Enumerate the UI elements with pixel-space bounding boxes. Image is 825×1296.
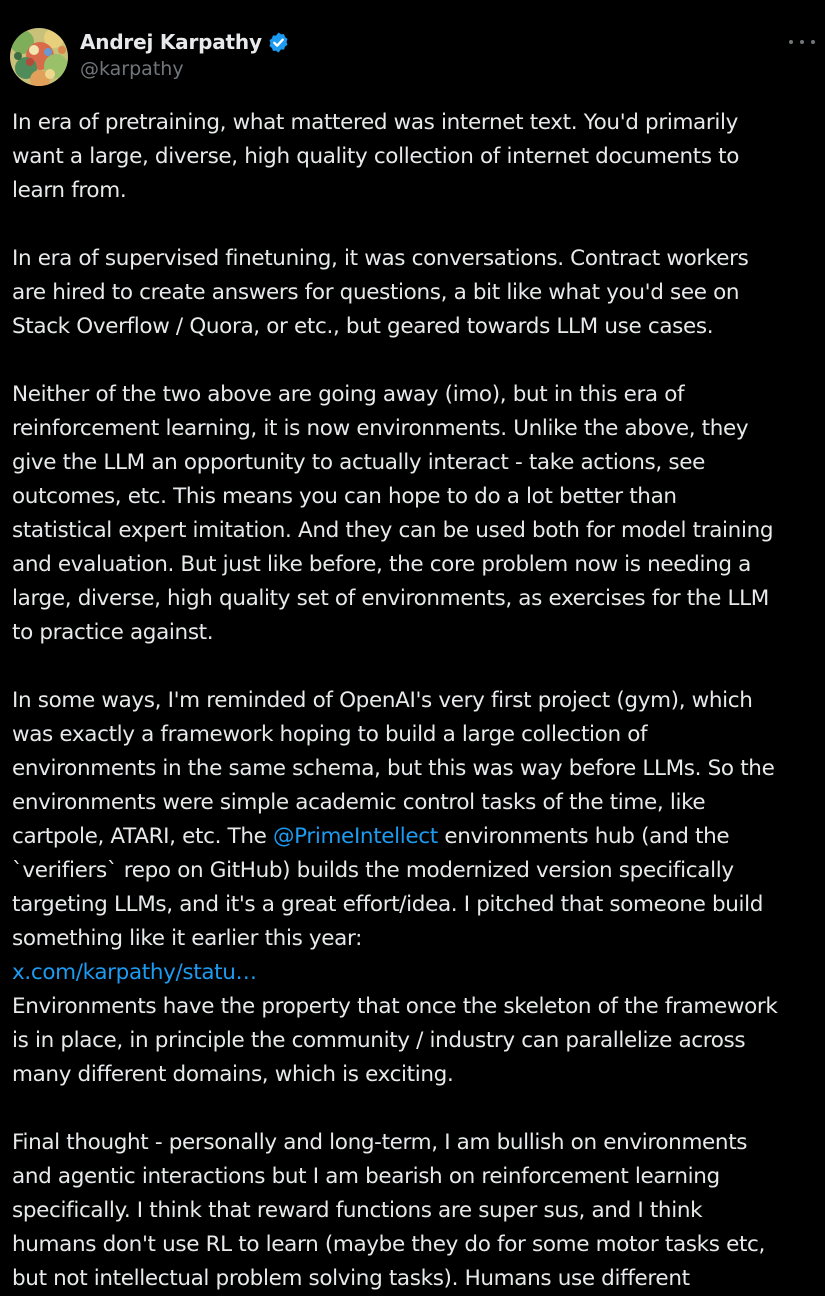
text-line: give the LLM an opportunity to actually interact - take actions, see [12,450,705,475]
display-name-row [80,28,290,56]
text-line [12,956,820,990]
avatar[interactable] [10,28,68,86]
text-segment: cartpole, ATARI, etc. The [12,824,273,849]
text-line: many different domains, which is exciting. [12,1062,454,1087]
text-segment: environments hub (and the [437,824,730,849]
text-line: large, diverse, high quality set of environments, as exercises for the LLM [12,586,769,611]
text-line: In era of pretraining, what mattered was internet text. You'd primarily [12,110,738,135]
author-block [80,28,290,80]
more-dot [789,40,793,44]
text-line: `verifiers` repo on GitHub) builds the modernized version specifically [12,858,734,883]
display-name[interactable]: Andrej Karpathy [80,30,262,54]
more-dot [811,40,815,44]
text-line: to practice against. [12,620,214,645]
text-line: something like it earlier this year: [12,926,362,951]
text-line: environments in the same schema, but this was way before LLMs. So the [12,756,775,781]
paragraph-gap [12,650,820,684]
more-dot [800,40,804,44]
verified-badge-icon [267,31,290,54]
text-line: and evaluation. But just like before, the core problem now is needing a [12,552,751,577]
text-line: want a large, diverse, high quality collection of internet documents to [12,144,740,169]
more-options-icon[interactable] [789,32,815,52]
text-line: and agentic interactions but I am bearish on reinforcement learning [12,1164,720,1189]
paragraph-gap [12,1092,820,1126]
text-line: but not intellectual problem solving tasks). Humans use different [12,1266,690,1291]
text-line: humans don't use RL to learn (maybe they do for some motor tasks etc, [12,1232,765,1257]
tweet-header [10,28,815,88]
text-line: outcomes, etc. This means you can hope to do a lot better than [12,484,677,509]
text-line: Stack Overflow / Quora, or etc., but geared towards LLM use cases. [12,314,714,339]
text-line: reinforcement learning, it is now environments. Unlike the above, they [12,416,749,441]
author-handle[interactable]: @karpathy [80,58,184,80]
text-line: In era of supervised finetuning, it was conversations. Contract workers [12,246,749,271]
text-line: Environments have the property that once the skeleton of the framework [12,994,778,1019]
text-line: Neither of the two above are going away (imo), but in this era of [12,382,685,407]
text-line: was exactly a framework hoping to build a large collection of [12,722,648,747]
text-line: targeting LLMs, and it's a great effort/idea. I pitched that someone build [12,892,764,917]
text-line: is in place, in principle the community / industry can parallelize across [12,1028,746,1053]
text-line: Final thought - personally and long-term, I am bullish on environments [12,1130,748,1155]
mention-link[interactable]: @PrimeIntellect [272,824,438,849]
paragraph-gap [12,344,820,378]
text-line: In some ways, I'm reminded of OpenAI's very first project (gym), which [12,688,753,713]
text-line: are hired to create answers for questions, a bit like what you'd see on [12,280,740,305]
status-link[interactable]: x.com/karpathy/statu… [12,960,257,985]
paragraph-gap [12,208,820,242]
text-line: learn from. [12,178,127,203]
text-line: environments were simple academic control tasks of the time, like [12,790,706,815]
text-line [12,820,820,854]
tweet-text [12,106,820,1296]
avatar-image [10,28,68,86]
text-line: statistical expert imitation. And they can be used both for model training [12,518,774,543]
text-line: specifically. I think that reward functions are super sus, and I think [12,1198,703,1223]
